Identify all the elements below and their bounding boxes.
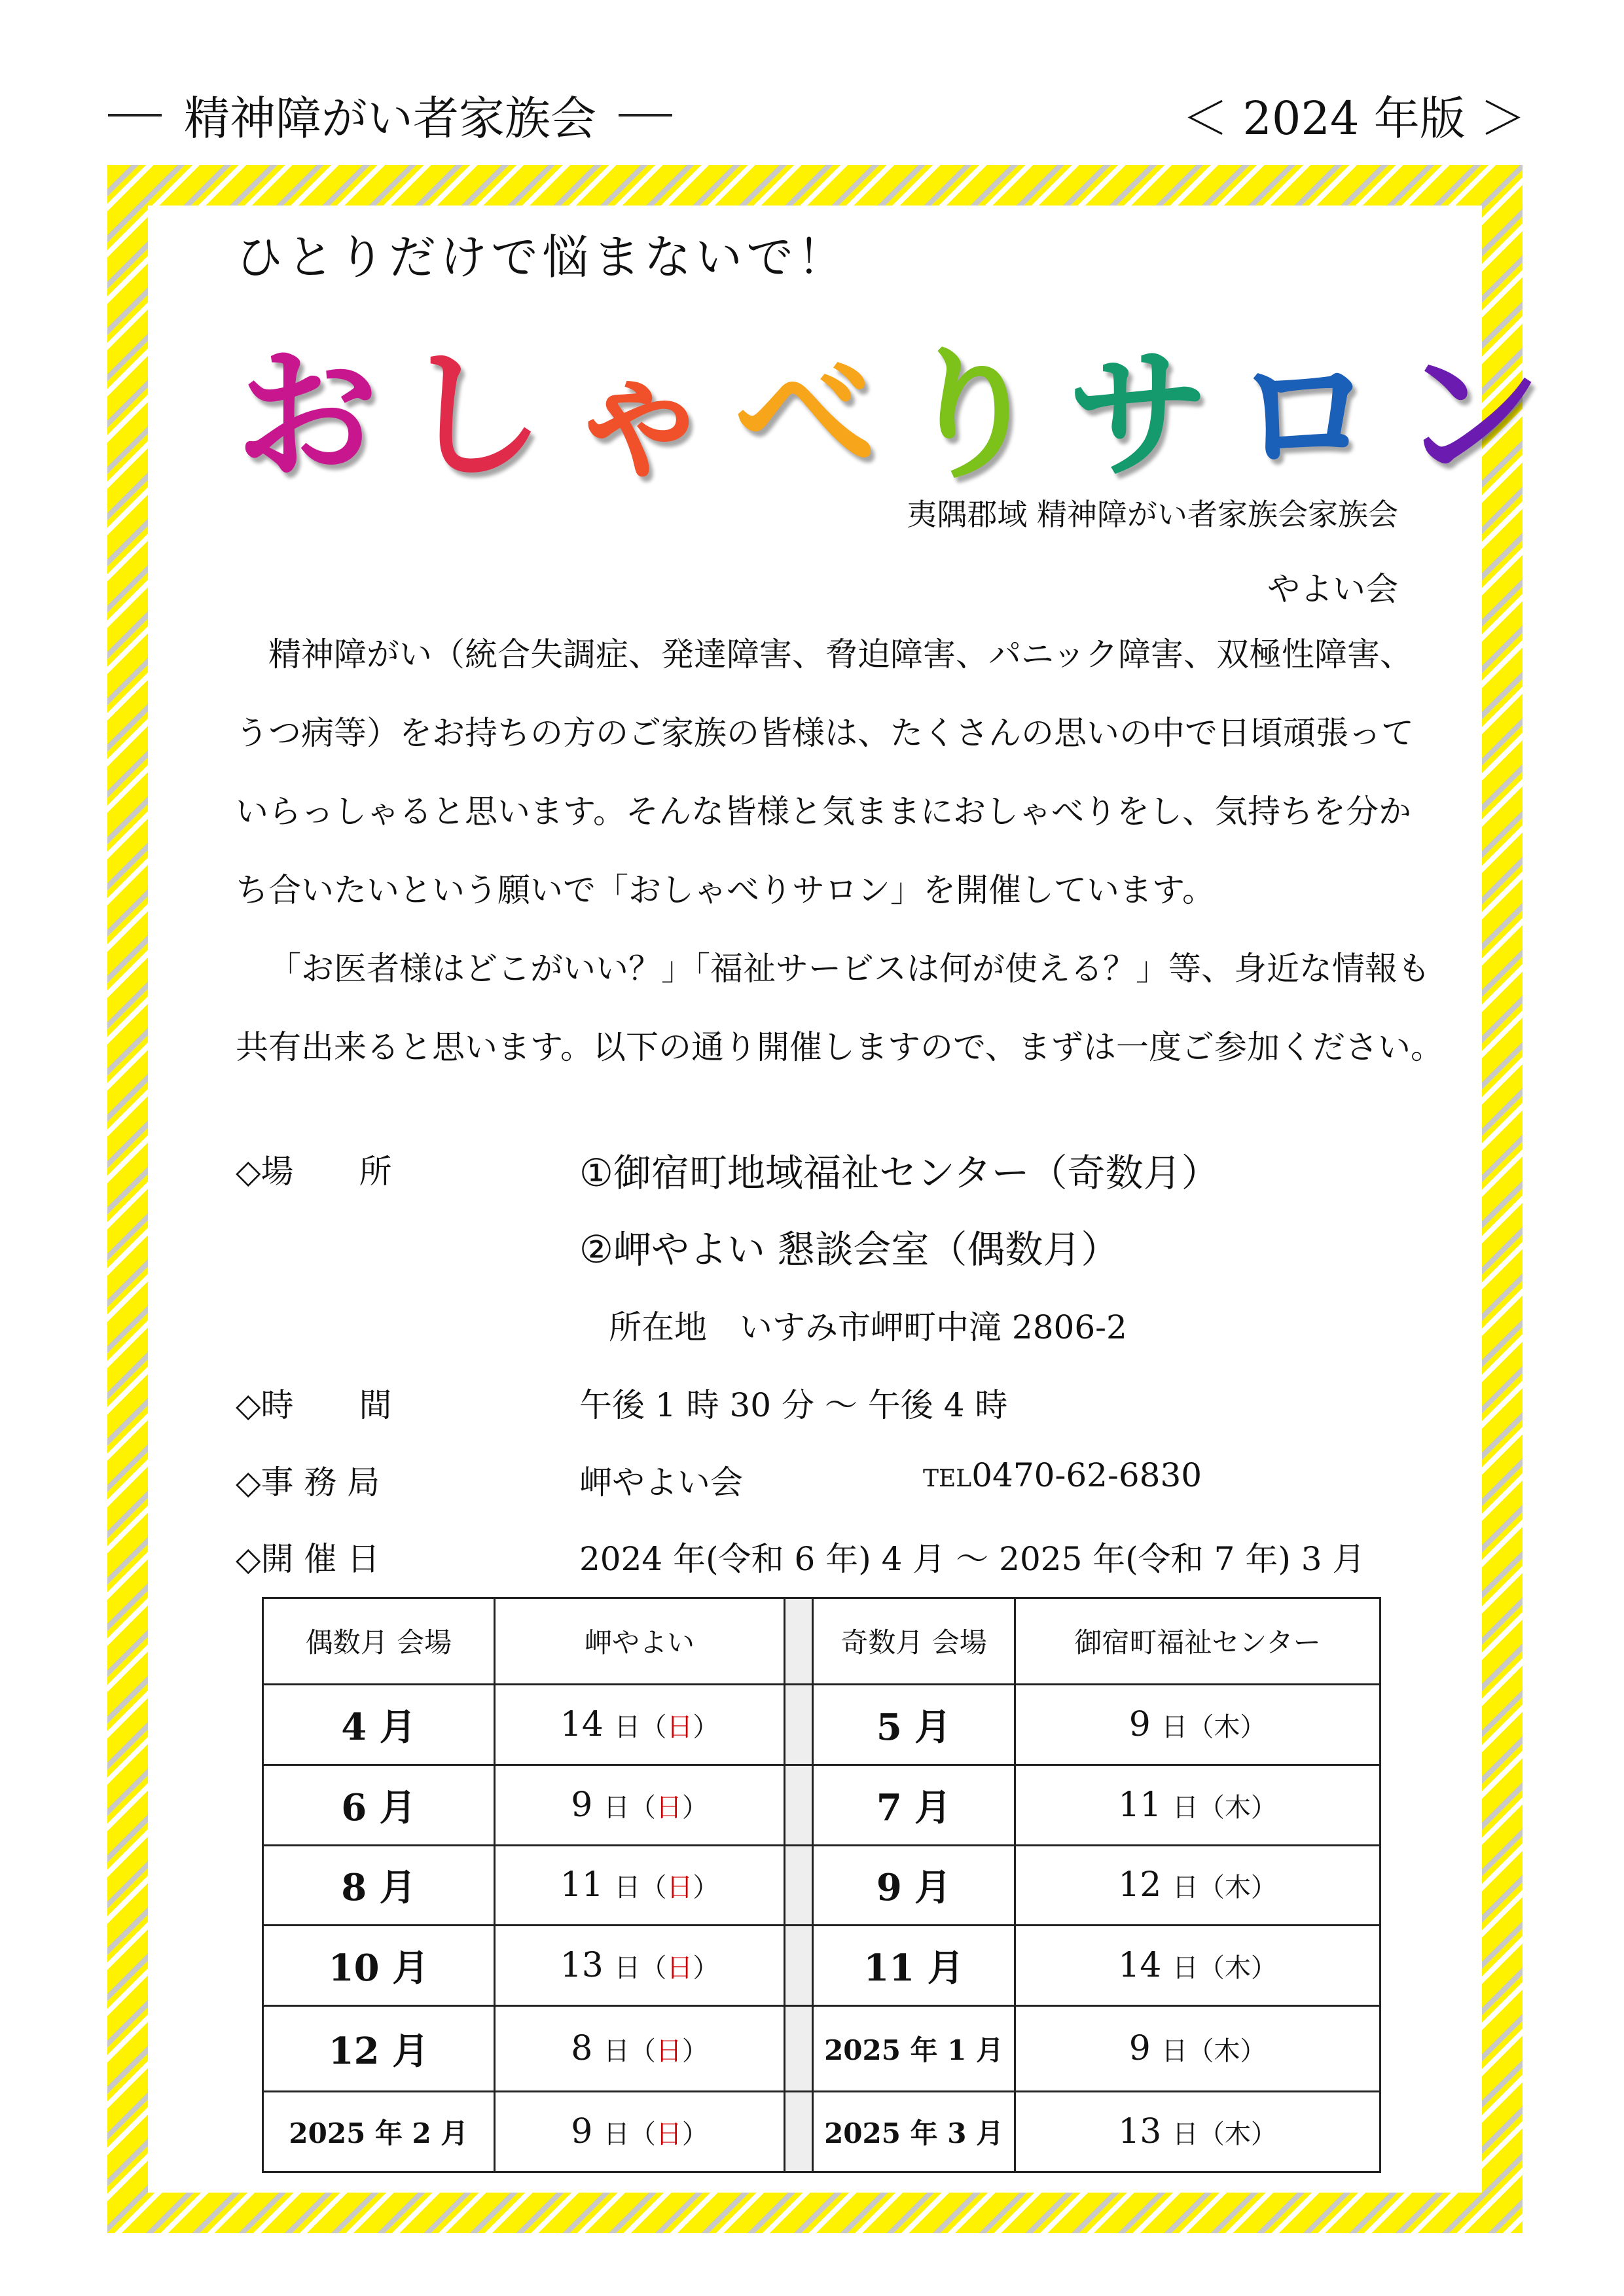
even-venue-header: 岬やよい xyxy=(494,1598,784,1685)
tel-number: 0470-62-6830 xyxy=(971,1456,1202,1494)
column-gap xyxy=(785,1926,813,2006)
odd-month: 7 月 xyxy=(876,1785,952,1829)
page-header xyxy=(0,75,1624,147)
organization-name: やよい会 xyxy=(1267,570,1398,608)
day-unit: 日（ xyxy=(603,2119,656,2150)
day-unit: 日（ xyxy=(614,1953,667,1984)
even-day: 14 xyxy=(560,1704,615,1744)
even-day: 9 xyxy=(571,1785,604,1825)
weekday-thursday: 日（木） xyxy=(1172,1792,1277,1823)
weekday-sunday: 日 xyxy=(666,1953,693,1984)
weekday-sunday: 日 xyxy=(666,1712,693,1742)
even-month: 12 月 xyxy=(328,2030,429,2073)
paragraph-line: ち合いたいという願いで「おしゃべりサロン」を開催しています。 xyxy=(236,871,1215,909)
day-unit: 日（ xyxy=(614,1712,667,1742)
title-char: ゃ xyxy=(568,333,734,499)
odd-day: 12 xyxy=(1118,1865,1172,1905)
title-char: し xyxy=(402,333,568,499)
paren-close: ） xyxy=(681,2036,708,2067)
weekday-thursday: 日（木） xyxy=(1161,1712,1267,1742)
even-month-header: 偶数月 会場 xyxy=(263,1598,495,1685)
even-month-cell xyxy=(263,2092,495,2172)
date-value: 2024 年(令和 6 年) 4 月 ～ 2025 年(令和 7 年) 3 月 xyxy=(579,1540,1365,1578)
title-salon xyxy=(236,301,1566,506)
odd-month: 2025 年 1 月 xyxy=(824,2034,1004,2067)
column-gap xyxy=(785,1598,813,1685)
odd-day-cell xyxy=(1015,1926,1380,2006)
odd-day: 9 xyxy=(1128,1704,1162,1744)
paren-close: ） xyxy=(693,1712,719,1742)
even-month-cell xyxy=(263,1845,495,1926)
title-char: お xyxy=(236,333,402,499)
odd-month-header: 奇数月 会場 xyxy=(813,1598,1015,1685)
even-month: 6 月 xyxy=(341,1785,416,1829)
odd-day: 11 xyxy=(1118,1785,1172,1825)
paren-close: ） xyxy=(693,1953,719,1984)
weekday-thursday: 日（木） xyxy=(1172,1873,1277,1903)
even-day: 9 xyxy=(571,2112,604,2152)
table-row xyxy=(263,2092,1380,2172)
table-row xyxy=(263,2006,1380,2092)
even-month: 2025 年 2 月 xyxy=(289,2117,469,2150)
tagline: ひとりだけで悩まないで！ xyxy=(236,230,849,285)
venue-1: ①御宿町地域福祉センター（奇数月） xyxy=(579,1151,1219,1195)
header-dash-left xyxy=(108,114,162,117)
odd-month-cell xyxy=(813,1926,1015,2006)
even-day-cell xyxy=(494,1765,784,1845)
even-day-cell xyxy=(494,2006,784,2092)
title-char: べ xyxy=(734,333,901,499)
odd-month: 11 月 xyxy=(863,1946,964,1990)
even-day-cell xyxy=(494,1926,784,2006)
odd-month: 9 月 xyxy=(876,1866,952,1910)
paragraph-line: 「お医者様はどこがいい？」「福祉サービスは何が使える？」等、身近な情報も xyxy=(268,950,1430,988)
intro-paragraph-1 xyxy=(236,615,1414,929)
time-value: 午後 1 時 30 分 ～ 午後 4 時 xyxy=(579,1386,1008,1424)
title-char: り xyxy=(901,333,1067,499)
organization-area: 夷隅郡域 精神障がい者家族会家族会 xyxy=(907,497,1398,532)
paragraph-line: 共有出来ると思います。以下の通り開催しますので、まずは一度ご参加ください。 xyxy=(236,1028,1443,1066)
paragraph-line: うつ病等）をお持ちの方のご家族の皆様は、たくさんの思いの中で日頃頑張って xyxy=(236,714,1414,752)
title-char: サ xyxy=(1067,333,1233,499)
even-month: 10 月 xyxy=(328,1946,429,1990)
even-day-cell xyxy=(494,1845,784,1926)
day-unit: 日（ xyxy=(603,1792,656,1823)
weekday-sunday: 日 xyxy=(655,2119,682,2150)
even-day: 11 xyxy=(560,1865,615,1905)
header-left xyxy=(108,82,695,148)
even-month-cell xyxy=(263,1926,495,2006)
office-label: ◇事 務 局 xyxy=(236,1463,380,1501)
even-day-cell xyxy=(494,2092,784,2172)
column-gap xyxy=(785,1765,813,1845)
weekday-thursday: 日（木） xyxy=(1172,2119,1277,2150)
table-row xyxy=(263,1845,1380,1926)
even-day-cell xyxy=(494,1684,784,1765)
odd-day-cell xyxy=(1015,1845,1380,1926)
even-month: 4 月 xyxy=(341,1705,416,1749)
column-gap xyxy=(785,1684,813,1765)
header-edition: ＜ 2024 年版 ＞ xyxy=(1182,92,1526,145)
paren-close: ） xyxy=(681,2119,708,2150)
paren-close: ） xyxy=(693,1873,719,1903)
weekday-sunday: 日 xyxy=(655,2036,682,2067)
weekday-thursday: 日（木） xyxy=(1172,1953,1277,1984)
day-unit: 日（ xyxy=(614,1873,667,1903)
odd-day: 9 xyxy=(1128,2029,1162,2069)
day-unit: 日（ xyxy=(603,2036,656,2067)
column-gap xyxy=(785,2092,813,2172)
office-value: 岬やよい会 xyxy=(579,1463,743,1501)
venue-2: ②岬やよい 懇談会室（偶数月） xyxy=(579,1227,1119,1272)
address: 所在地 いすみ市岬町中滝 2806-2 xyxy=(609,1308,1127,1346)
weekday-sunday: 日 xyxy=(666,1873,693,1903)
intro-paragraph-2 xyxy=(236,929,1443,1086)
paragraph-line: いらっしゃると思います。そんな皆様と気ままにおしゃべりをし、気持ちを分か xyxy=(236,793,1411,831)
odd-month-cell xyxy=(813,1845,1015,1926)
odd-month-cell xyxy=(813,1765,1015,1845)
odd-month-cell xyxy=(813,1684,1015,1765)
column-gap xyxy=(785,1845,813,1926)
odd-day-cell xyxy=(1015,1765,1380,1845)
odd-day: 13 xyxy=(1118,2112,1172,2152)
odd-day-cell xyxy=(1015,1684,1380,1765)
odd-month: 2025 年 3 月 xyxy=(824,2117,1004,2150)
paragraph-line: 精神障がい（統合失調症、発達障害、脅迫障害、パニック障害、双極性障害、 xyxy=(268,636,1413,673)
odd-day-cell xyxy=(1015,2092,1380,2172)
weekday-thursday: 日（木） xyxy=(1161,2036,1267,2067)
odd-month-cell xyxy=(813,2006,1015,2092)
schedule-table xyxy=(262,1597,1381,2173)
even-month: 8 月 xyxy=(341,1866,416,1910)
title-char: ロ xyxy=(1233,333,1399,499)
table-row xyxy=(263,1765,1380,1845)
table-row xyxy=(263,1684,1380,1765)
header-dash-right xyxy=(619,114,672,117)
odd-month-cell xyxy=(813,2092,1015,2172)
odd-venue-header: 御宿町福祉センター xyxy=(1015,1598,1380,1685)
header-org-name: 精神障がい者家族会 xyxy=(184,92,596,145)
place-label: ◇場 所 xyxy=(236,1153,392,1191)
date-label: ◇開 催 日 xyxy=(236,1540,380,1578)
title-char: ン xyxy=(1399,333,1566,499)
paren-close: ） xyxy=(681,1792,708,1823)
office-tel xyxy=(923,1456,1202,1494)
odd-month: 5 月 xyxy=(876,1705,952,1749)
column-gap xyxy=(785,2006,813,2092)
even-month-cell xyxy=(263,1684,495,1765)
even-month-cell xyxy=(263,1765,495,1845)
table-row xyxy=(263,1926,1380,2006)
time-label: ◇時 間 xyxy=(236,1386,392,1424)
even-month-cell xyxy=(263,2006,495,2092)
table-header-row xyxy=(263,1598,1380,1685)
odd-day-cell xyxy=(1015,2006,1380,2092)
tel-prefix: TEL xyxy=(923,1465,972,1492)
even-day: 13 xyxy=(560,1946,615,1986)
odd-day: 14 xyxy=(1118,1946,1172,1986)
even-day: 8 xyxy=(571,2029,604,2069)
weekday-sunday: 日 xyxy=(655,1792,682,1823)
